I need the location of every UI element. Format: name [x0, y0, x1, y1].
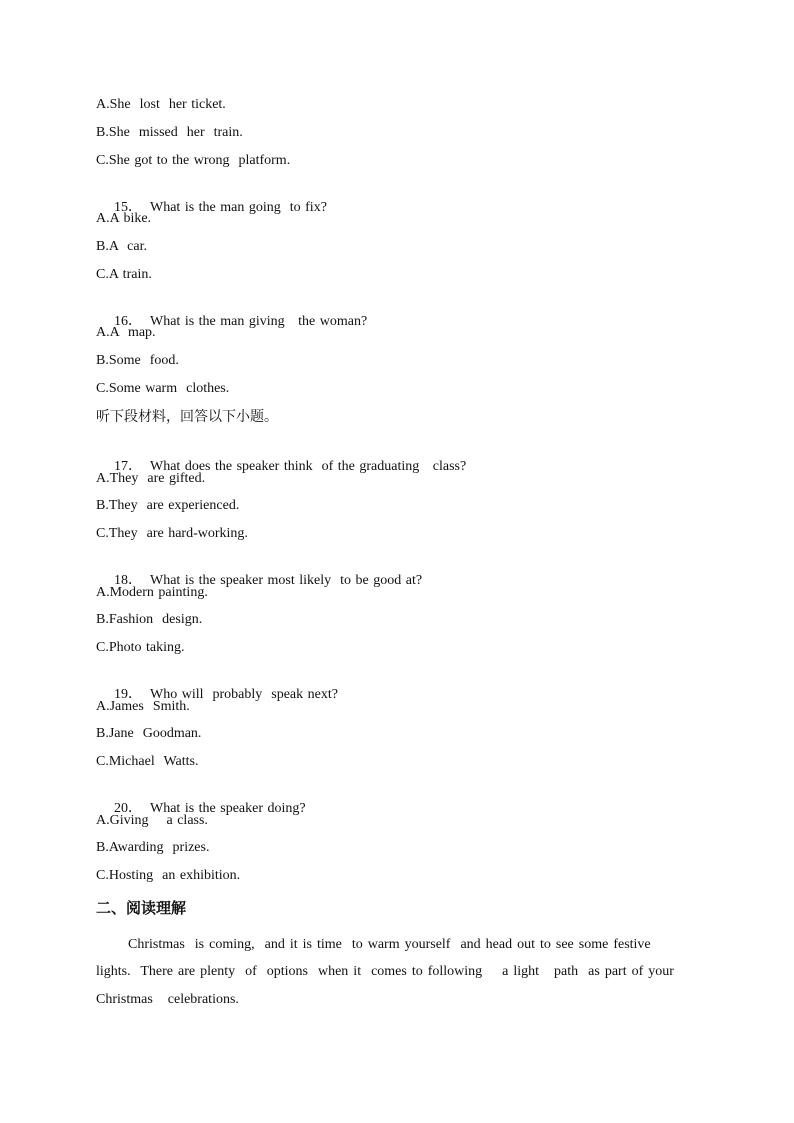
paragraph-line-3: Christmas celebrations.	[96, 992, 239, 1007]
q18-option-b: B.Fashion design.	[96, 612, 203, 627]
q19-option-b: B.Jane Goodman.	[96, 726, 202, 741]
q16-option-b: B.Some food.	[96, 353, 179, 368]
q19-option-c: C.Michael Watts.	[96, 754, 199, 769]
section-heading-reading: 二、阅读理解	[96, 899, 187, 917]
question-text: What is the speaker doing?	[150, 801, 306, 816]
question-number: 17．	[114, 459, 142, 474]
question-text: What is the speaker most likely to be good at?	[150, 573, 423, 588]
q15-option-a: A.A bike.	[96, 211, 152, 226]
q19-option-a: A.James Smith.	[96, 699, 190, 714]
question-number: 16．	[114, 314, 142, 329]
q14-option-a: A.She lost her ticket.	[96, 97, 226, 112]
question-text: What is the man going to fix?	[150, 200, 327, 215]
paragraph-line-1: Christmas is coming, and it is time to warm yourself and head out to see some festive	[128, 937, 651, 952]
q18-option-c: C.Photo taking.	[96, 640, 185, 655]
question-number: 18．	[114, 573, 142, 588]
q15-option-c: C.A train.	[96, 267, 152, 282]
q20-option-c: C.Hosting an exhibition.	[96, 868, 241, 883]
q17-option-b: B.They are experienced.	[96, 498, 240, 513]
q16-option-c: C.Some warm clothes.	[96, 381, 230, 396]
question-text: What is the man giving the woman?	[150, 314, 368, 329]
q14-option-b: B.She missed her train.	[96, 125, 243, 140]
q20-option-a: A.Giving a class.	[96, 813, 208, 828]
q20-option-b: B.Awarding prizes.	[96, 840, 210, 855]
listening-instruction: 听下段材料，回答以下小题。	[96, 409, 278, 425]
question-number: 19．	[114, 687, 142, 702]
q16-option-a: A.A map.	[96, 325, 156, 340]
question-number: 15．	[114, 200, 142, 215]
question-number: 20．	[114, 801, 142, 816]
q17-option-a: A.They are gifted.	[96, 471, 206, 486]
q15-option-b: B.A car.	[96, 239, 147, 254]
question-text: What does the speaker think of the graduating class?	[150, 459, 467, 474]
q18-option-a: A.Modern painting.	[96, 585, 208, 600]
paragraph-line-2: lights. There are plenty of options when it comes to following a light path as part of your	[96, 964, 674, 979]
question-text: Who will probably speak next?	[150, 687, 338, 702]
q14-option-c: C.She got to the wrong platform.	[96, 153, 291, 168]
q17-option-c: C.They are hard-working.	[96, 526, 248, 541]
